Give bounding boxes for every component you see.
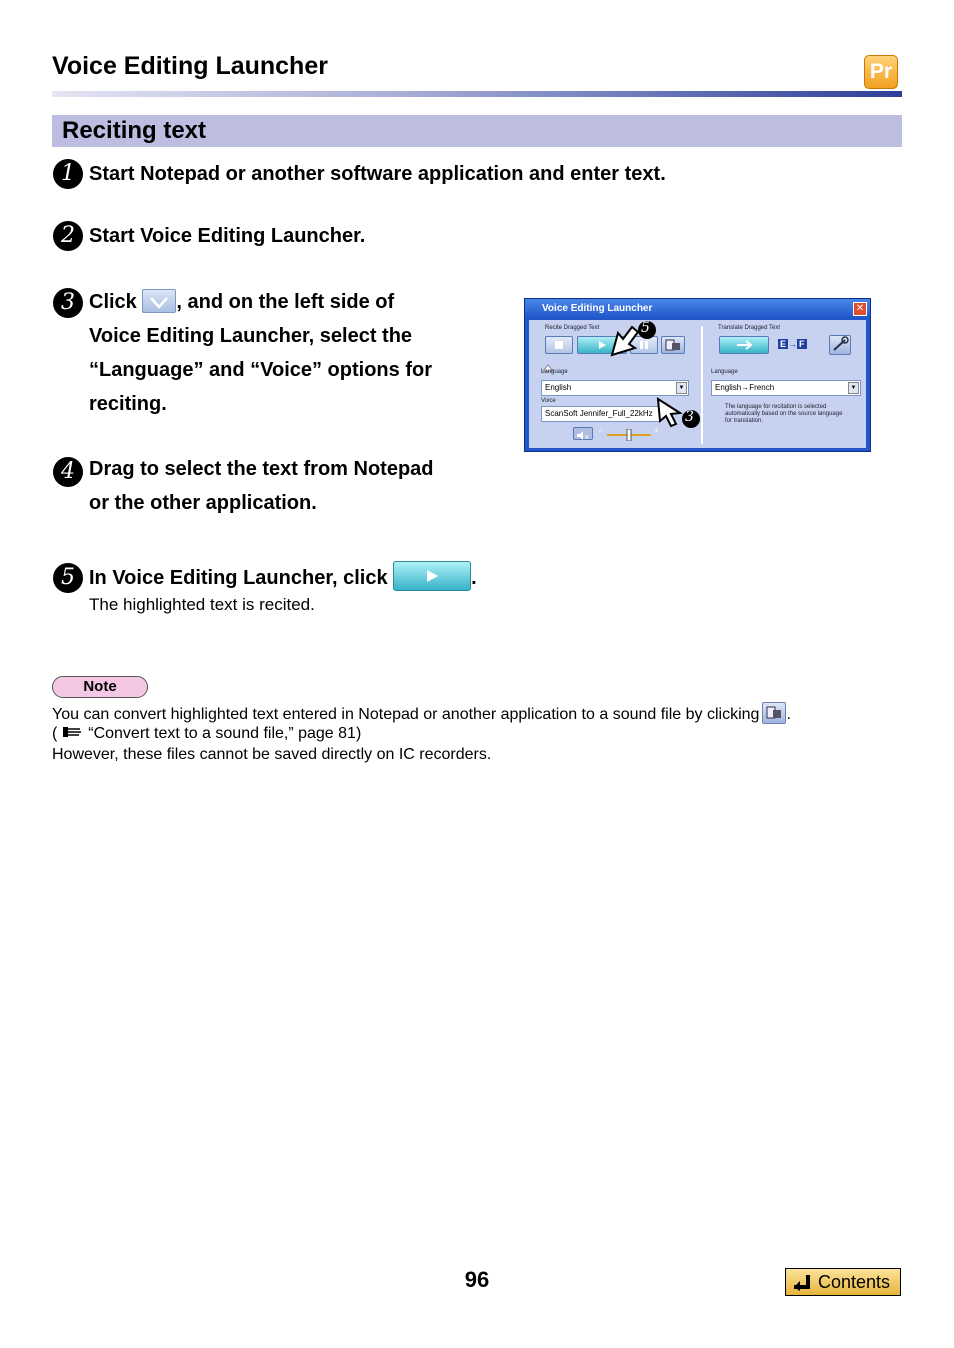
source-lang-badge: E bbox=[780, 339, 787, 349]
voice-select-value: ScanSoft Jennifer_Full_22kHz bbox=[545, 409, 653, 418]
language-pair-icon: E → F bbox=[780, 339, 805, 349]
note-line-1-text: You can convert highlighted text entered in Notepad or another application to a sound file by clicking bbox=[52, 706, 760, 724]
stop-button[interactable] bbox=[545, 336, 573, 354]
callout-5-number: 5 bbox=[641, 320, 650, 336]
reference-hand-icon bbox=[57, 725, 88, 742]
target-language-label: Language bbox=[711, 369, 738, 375]
window-title-bar bbox=[525, 299, 870, 319]
language-select-value: English bbox=[545, 383, 572, 392]
volume-plus-icon: + bbox=[654, 426, 659, 435]
volume-minus-icon: − bbox=[598, 426, 603, 435]
language-label: Language bbox=[541, 369, 568, 375]
cursor-callout-5 bbox=[610, 319, 660, 362]
step-5-number: 5 bbox=[53, 563, 83, 593]
step-2-text: Start Voice Editing Launcher. bbox=[89, 225, 366, 247]
header-rule bbox=[52, 91, 902, 97]
expand-dropdown-icon bbox=[142, 289, 176, 313]
mute-icon[interactable] bbox=[573, 427, 593, 440]
page-header-title: Voice Editing Launcher bbox=[52, 52, 328, 80]
recite-play-button-icon bbox=[393, 561, 471, 591]
step-4-line-2: or the other application. bbox=[89, 492, 317, 514]
step-5-subtext: The highlighted text is recited. bbox=[89, 595, 315, 614]
step-1-number: 1 bbox=[53, 159, 83, 189]
voice-label: Voice bbox=[541, 398, 556, 404]
step-3-number: 3 bbox=[53, 288, 83, 318]
step-5-label: In Voice Editing Launcher, click bbox=[89, 567, 388, 589]
pr-badge-icon: Pr bbox=[864, 55, 898, 89]
language-select[interactable] bbox=[541, 380, 689, 396]
contents-button[interactable] bbox=[785, 1268, 901, 1296]
svg-text:x: x bbox=[585, 434, 589, 441]
section-bar bbox=[52, 115, 902, 147]
page-number: 96 bbox=[464, 1267, 490, 1292]
voice-select[interactable] bbox=[541, 406, 661, 422]
chevron-down-icon: ▼ bbox=[676, 382, 687, 394]
callout-3-number: 3 bbox=[685, 409, 694, 425]
step-3-line-4: reciting. bbox=[89, 393, 167, 415]
settings-tool-icon[interactable] bbox=[829, 335, 851, 355]
step-1-text: Start Notepad or another software application and enter text. bbox=[89, 163, 666, 185]
close-icon[interactable]: ✕ bbox=[853, 302, 867, 316]
recite-label: Recite Dragged Text bbox=[545, 325, 600, 331]
step-3-line-1-rest: , and on the left side of bbox=[176, 291, 395, 313]
target-lang-badge: F bbox=[799, 339, 805, 349]
target-language-select[interactable] bbox=[711, 380, 861, 396]
step-4-number: 4 bbox=[53, 457, 83, 487]
step-2-number: 2 bbox=[53, 221, 83, 251]
step-4-line-1: Drag to select the text from Notepad bbox=[89, 458, 434, 480]
step-3-line-3: “Language” and “Voice” options for bbox=[89, 359, 432, 381]
contents-label: Contents bbox=[818, 1272, 891, 1292]
step-5-text bbox=[89, 561, 477, 595]
window-title: Voice Editing Launcher bbox=[542, 303, 653, 314]
return-arrow-icon bbox=[792, 1273, 812, 1291]
step-3-text bbox=[89, 285, 432, 421]
note-line-1 bbox=[52, 704, 791, 726]
step-3-line-2: Voice Editing Launcher, select the bbox=[89, 325, 413, 347]
translate-button[interactable] bbox=[719, 336, 769, 354]
note-line-2-prefix: ( bbox=[52, 725, 58, 742]
note-line-2 bbox=[52, 725, 361, 743]
cursor-callout-3 bbox=[656, 397, 704, 438]
save-sound-file-icon bbox=[762, 702, 786, 724]
note-line-1-suffix: . bbox=[786, 706, 791, 724]
translate-note: The language for recitation is selected automatically based on the source language for translation. bbox=[725, 404, 843, 424]
step-3-click-word: Click bbox=[89, 291, 137, 313]
step-4-text bbox=[89, 452, 434, 520]
voice-editing-launcher-window bbox=[524, 298, 871, 452]
chevron-down-icon: ▼ bbox=[848, 382, 859, 394]
volume-slider[interactable] bbox=[607, 428, 651, 446]
note-line-3: However, these files cannot be saved directly on IC recorders. bbox=[52, 746, 492, 763]
section-title: Reciting text bbox=[62, 117, 207, 144]
target-language-value: English→French bbox=[715, 383, 775, 392]
step-5-suffix: . bbox=[471, 567, 477, 589]
note-label: Note bbox=[52, 676, 148, 698]
save-sound-file-button[interactable] bbox=[661, 336, 685, 354]
translate-label: Translate Dragged Text bbox=[718, 325, 781, 331]
note-line-2-text[interactable]: “Convert text to a sound file,” page 81) bbox=[88, 725, 362, 742]
